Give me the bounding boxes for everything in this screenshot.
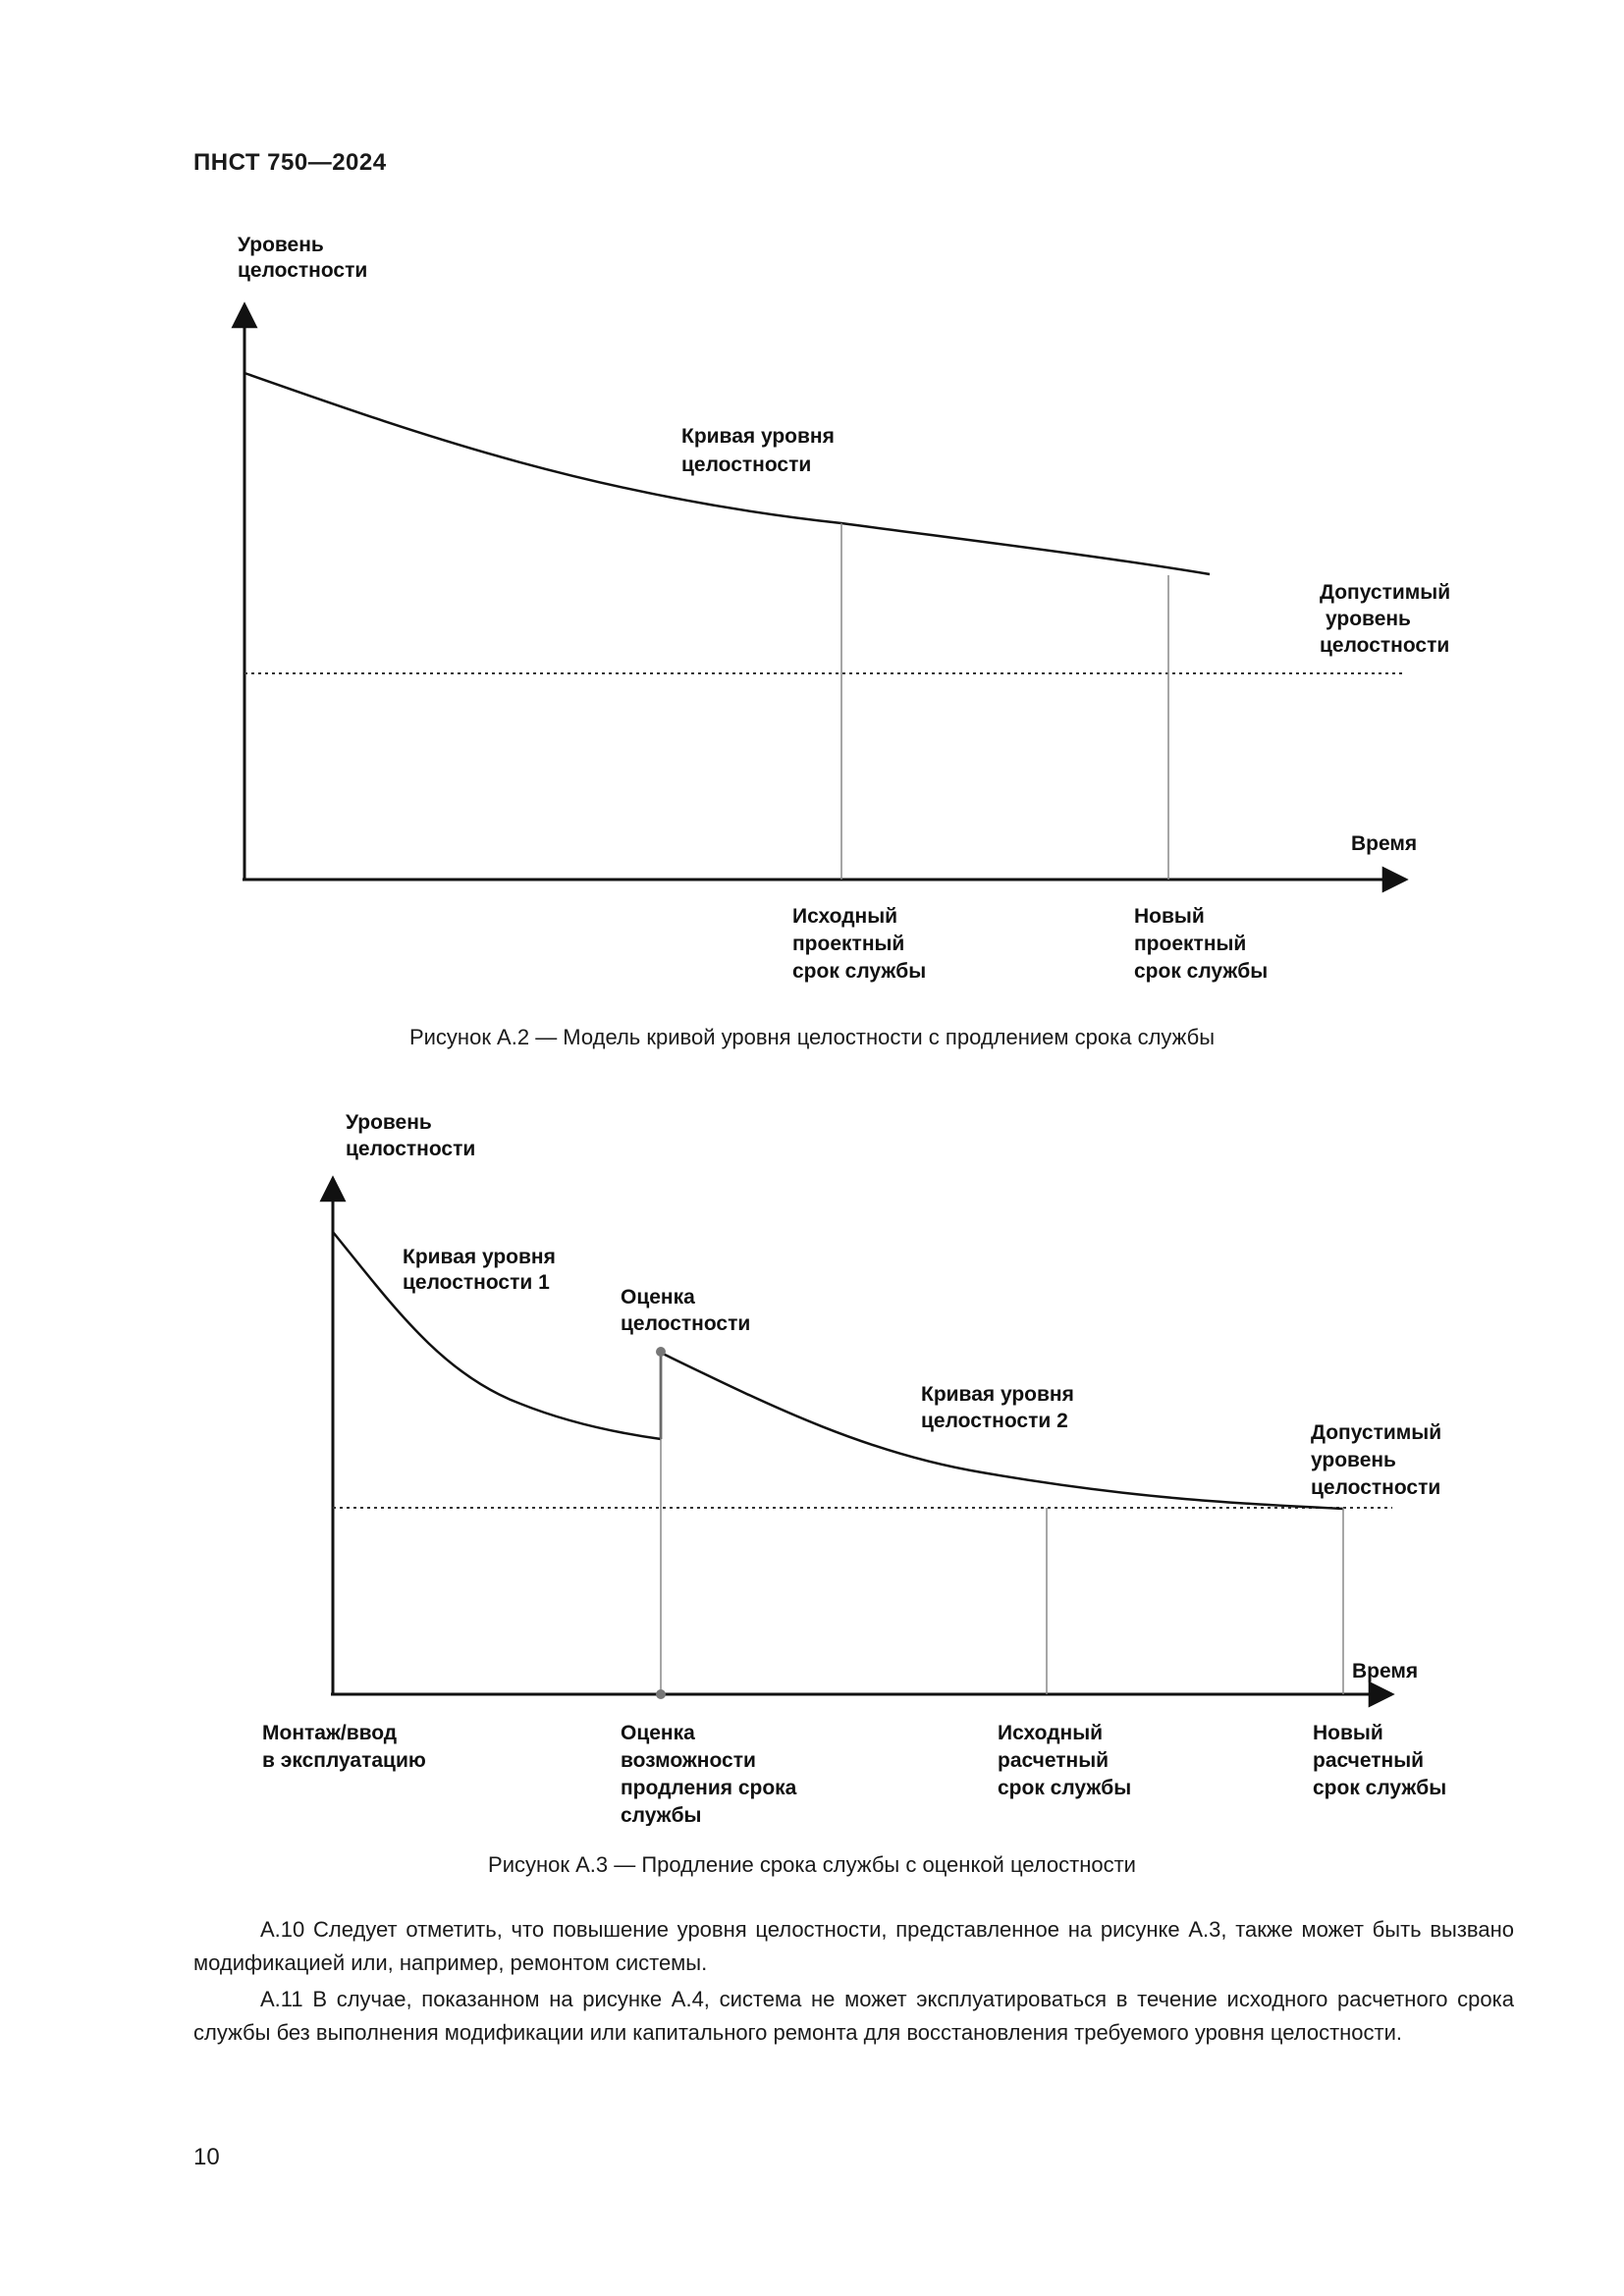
curve1-label: Кривая уровня [403,1246,556,1268]
y-axis-label: целостности [238,259,368,282]
extension-assessment-label: продления срока [621,1777,797,1799]
x-axis-label: Время [1351,832,1418,855]
y-axis-label: Уровень [238,234,324,256]
new-life-label: срок службы [1313,1777,1447,1799]
assessment-label: Оценка [621,1286,695,1308]
extension-assessment-label: возможности [621,1749,756,1772]
paragraph-a10-text: А.10 Следует отметить, что повышение уровня целостности, представленное на рисунке А.3, также может быть вызвано модификацией или, например, ремонтом системы. [193,1917,1514,1975]
figure-a3 [0,1080,1624,1826]
curve2-label: Кривая уровня [921,1383,1074,1406]
original-life-label: срок службы [792,960,927,983]
curve-label: Кривая уровня [681,425,835,448]
y-axis-label: Уровень [346,1111,432,1134]
figure-a2-caption: Рисунок А.2 — Модель кривой уровня целостности с продлением срока службы [408,1025,1216,1049]
curve1-label: целостности 1 [403,1271,550,1294]
paragraph-a10 [193,1913,1514,1980]
new-life-label: проектный [1134,933,1247,955]
installation-label: в эксплуатацию [262,1749,426,1772]
new-life-label: расчетный [1313,1749,1425,1772]
figure-a3-caption: Рисунок А.3 — Продление срока службы с оценкой целостности [488,1852,1136,1877]
y-axis-label: целостности [346,1138,476,1160]
extension-assessment-label: Оценка [621,1722,695,1744]
threshold-label: целостности [1311,1476,1441,1499]
threshold-label: Допустимый [1320,581,1451,604]
threshold-label: уровень [1326,608,1411,630]
original-life-label: срок службы [998,1777,1132,1799]
installation-label: Монтаж/ввод [262,1722,398,1744]
extension-assessment-label: службы [621,1804,702,1826]
paragraph-a11-text: А.11 В случае, показанном на рисунке А.4, система не может эксплуатироваться в течение исходного расчетного срока службы без выполнения модификации или капитального ремонта для восстановления требуемого уровня целостности. [193,1987,1514,2045]
curve-label: целостности [681,454,812,476]
figure-a2 [0,0,1624,1011]
original-life-label: Исходный [792,905,898,928]
original-life-label: Исходный [998,1722,1104,1744]
paragraph-a11 [193,1983,1514,2050]
original-life-label: расчетный [998,1749,1110,1772]
assessment-point [656,1347,666,1357]
threshold-label: целостности [1320,634,1450,657]
threshold-label: уровень [1311,1449,1396,1471]
page-number: 10 [193,2144,220,2170]
assessment-axis-point [656,1689,666,1699]
assessment-label: целостности [621,1312,751,1335]
original-life-label: проектный [792,933,905,955]
threshold-label: Допустимый [1311,1421,1442,1444]
document-id: ПНСТ 750—2024 [193,149,387,176]
x-axis-label: Время [1352,1660,1419,1682]
new-life-label: Новый [1313,1722,1383,1744]
new-life-label: срок службы [1134,960,1269,983]
new-life-label: Новый [1134,905,1205,928]
curve2-label: целостности 2 [921,1410,1068,1432]
